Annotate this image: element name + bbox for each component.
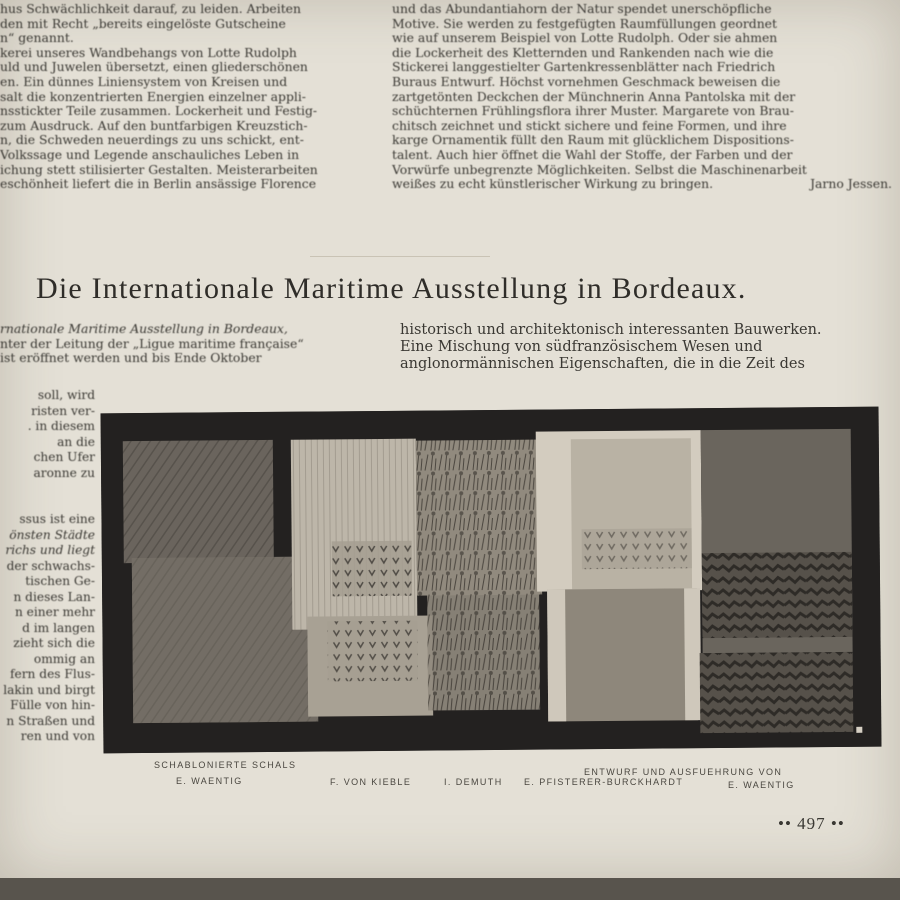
text-line: kerei unseres Wandbehangs von Lotte Rudolph (0, 45, 297, 60)
text-line: Buraus Entwurf. Höchst vornehmen Geschmack beweisen die (392, 74, 781, 89)
intro-right-column (400, 322, 885, 373)
text-line: wie auf unserem Beispiel von Lotte Rudolph. Oder sie ahmen (392, 31, 778, 46)
text-line: zieht sich die (13, 636, 95, 650)
text-line: chen Ufer (33, 450, 95, 464)
text-line: nter der Leitung der „Ligue maritime française“ (0, 336, 304, 351)
separator-rule (310, 256, 490, 257)
text-line: Motive. Sie werden zu festgefügten Raumfüllungen geordnet (392, 16, 777, 31)
text-line: eschönheit liefert die in Berlin ansässige Florence (0, 177, 317, 192)
scarf-4-bottom (547, 588, 698, 721)
caption-artist: I. DEMUTH (444, 777, 503, 787)
text-line: ichung stett stilisierter Gestalten. Meisterarbeiten (0, 162, 318, 177)
text-line: en. Ein dünnes Liniensystem von Kreisen und (0, 74, 288, 89)
text-line: salt die konzentrierten Energien einzelner appli- (0, 89, 306, 104)
text-line: den mit Recht „bereits eingelöste Gutscheine (0, 16, 286, 31)
scarf-3-top (416, 440, 542, 596)
top-left-column (0, 2, 378, 192)
text-line (0, 481, 95, 497)
text-line-last (392, 177, 892, 192)
text-line: die Lockerheit des Kletternden und Rankenden nach wie die (392, 45, 774, 60)
text-line: der schwachs- (6, 558, 95, 573)
page-number: •• 497 •• (778, 814, 845, 833)
caption-artist: E. WAENTIG (176, 776, 243, 786)
text-line: Eine Mischung von südfranzösischem Wesen und (400, 339, 763, 355)
article-author: Jarno Jessen. (810, 177, 892, 192)
caption-artist: E. PFISTERER-BURCKHARDT (524, 777, 684, 787)
caption-artist: E. WAENTIG (728, 780, 795, 790)
caption-artist: F. VON KIEBLE (330, 777, 412, 787)
text-line: ssus ist eine (19, 512, 95, 526)
text-line: Stickerei langgestielter Gartenkressenblätter nach Friedrich (392, 60, 776, 75)
text-line: zartgetönten Deckchen der Münchnerin Anna Pantolska mit der (392, 89, 796, 104)
narrow-left-column (0, 388, 95, 745)
text-line: fern des Flus- (10, 667, 95, 681)
text-line: Fülle von hin- (10, 698, 95, 712)
text-line: Vorwürfe unbegrenzte Möglichkeiten. Selbst die Maschinenarbeit (392, 162, 807, 177)
text-line: n, die Schweden neuerdings zu uns schickt, ent- (0, 133, 304, 148)
text-line: karge Ornamentik füllt den Raum mit glücklichem Dispositions- (392, 133, 794, 148)
text-line: weißes zu echt künstlerischer Wirkung zu bringen. (392, 177, 714, 192)
text-line: n einer mehr (14, 605, 95, 619)
text-line: n dieses Lan- (13, 589, 95, 604)
article-headline: Die Internationale Maritime Ausstellung in Bordeaux. (36, 272, 747, 305)
text-line: tischen Ge- (25, 574, 95, 588)
intro-left-column (0, 322, 378, 366)
text-line: talent. Auch hier öffnet die Wahl der Stoffe, der Farben und der (392, 147, 793, 162)
caption-credit: ENTWURF UND AUSFUEHRUNG VON (584, 767, 783, 777)
text-line: d im langen (22, 620, 95, 635)
text-line: an die (57, 434, 95, 449)
text-line: chitsch zeichnet und stickt sichere und feine Formen, und ihre (392, 118, 787, 133)
scarf-2-top (291, 439, 418, 630)
scarves-photograph (101, 407, 882, 754)
text-line: . in diesem (27, 419, 95, 433)
text-line: önsten Städte (9, 527, 95, 542)
text-line: nsstickter Teile zusammen. Lockerheit und Festig- (0, 104, 318, 119)
scarf-3-bottom (427, 590, 540, 711)
text-line (0, 497, 95, 513)
text-line: schüchternen Frühlingsflora ihrer Muster. Margarete von Brau- (392, 104, 794, 119)
text-line: uld und Juwelen übersetzt, einen gliederschönen (0, 60, 308, 75)
text-line: Volkssage und Legende anschauliches Leben in (0, 147, 300, 162)
text-line: hus Schwächlichkeit darauf, zu leiden. Arbeiten (0, 2, 301, 16)
text-line: historisch und architektonisch interessanten Bauwerken. (400, 322, 822, 338)
text-line: und das Abundantiahorn der Natur spendet unerschöpfliche (392, 2, 772, 16)
text-line: anglonormännischen Eigenschaften, die in die Zeit des (400, 356, 805, 372)
text-line: aronne zu (33, 465, 95, 480)
text-line: soll, wird (37, 388, 95, 402)
text-line: rnationale Maritime Ausstellung in Bordeaux, (0, 322, 288, 336)
text-line: lakin und birgt (3, 682, 95, 697)
text-line: n“ genannt. (0, 31, 74, 46)
scarves-illustration (101, 407, 882, 754)
text-line: zum Ausdruck. Auf den buntfarbigen Kreuzstich- (0, 118, 308, 133)
text-line: n Straßen und (6, 713, 95, 728)
text-line: ommig an (33, 651, 95, 666)
scarf-1-top (123, 440, 274, 563)
scarf-5-bottom (700, 652, 854, 733)
top-right-column (392, 2, 892, 192)
text-line: risten ver- (31, 403, 95, 418)
text-line: richs und liegt (5, 543, 95, 557)
text-line: ren und von (20, 729, 95, 743)
caption-title: SCHABLONIERTE SCHALS (154, 760, 297, 770)
text-line: ist eröffnet werden und bis Ende Oktober (0, 351, 262, 366)
table-surface (0, 878, 900, 900)
